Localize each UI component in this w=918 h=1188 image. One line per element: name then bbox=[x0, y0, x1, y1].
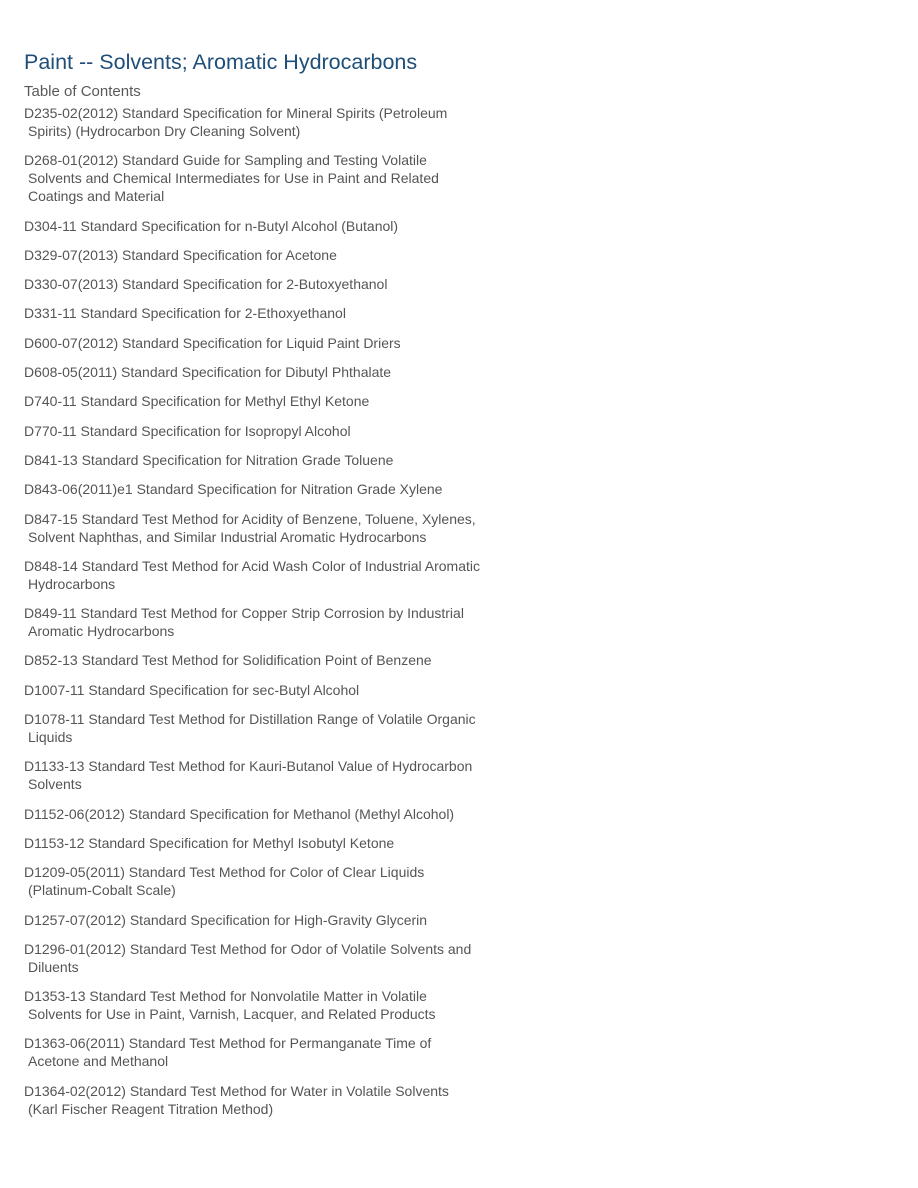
toc-entry-text: D1209-05(2011) Standard Test Method for Color of Clear Liquids bbox=[24, 864, 425, 881]
toc-entry-text: D1364-02(2012) Standard Test Method for Water in Volatile Solvents bbox=[24, 1082, 449, 1099]
toc-entry-text: D1078-11 Standard Test Method for Distillation Range of Volatile Organic bbox=[24, 711, 476, 728]
toc-entry[interactable] bbox=[24, 757, 524, 793]
toc-entry-continuation: (Platinum-Cobalt Scale) bbox=[28, 882, 176, 899]
toc-entry-text: D852-13 Standard Test Method for Solidification Point of Benzene bbox=[24, 652, 432, 669]
toc-entry-continuation: Solvents bbox=[28, 776, 82, 793]
toc-entry-text: D770-11 Standard Specification for Isopropyl Alcohol bbox=[24, 422, 351, 439]
toc-entry-text: D600-07(2012) Standard Specification for Liquid Paint Driers bbox=[24, 334, 401, 351]
toc-entry[interactable] bbox=[24, 151, 524, 205]
toc-entry-text: D268-01(2012) Standard Guide for Sampling and Testing Volatile bbox=[24, 152, 427, 169]
toc-entry-text: D849-11 Standard Test Method for Copper Strip Corrosion by Industrial bbox=[24, 605, 464, 622]
toc-entry-text: D1257-07(2012) Standard Specification for High-Gravity Glycerin bbox=[24, 911, 428, 928]
toc-entry-text: D1152-06(2012) Standard Specification for Methanol (Methyl Alcohol) bbox=[24, 805, 455, 822]
toc-entry-continuation: Acetone and Methanol bbox=[28, 1053, 169, 1070]
toc-entry-text: D843-06(2011)e1 Standard Specification for Nitration Grade Xylene bbox=[24, 481, 443, 498]
toc-entry[interactable] bbox=[24, 940, 524, 976]
toc-entry-text: D1153-12 Standard Specification for Methyl Isobutyl Ketone bbox=[24, 834, 395, 851]
toc-entry[interactable] bbox=[24, 1082, 524, 1118]
toc-entry[interactable] bbox=[24, 987, 524, 1023]
toc-entry[interactable] bbox=[24, 451, 524, 469]
toc-entry[interactable] bbox=[24, 422, 524, 440]
toc-entry[interactable] bbox=[24, 304, 524, 322]
toc-entry-text: D608-05(2011) Standard Specification for Dibutyl Phthalate bbox=[24, 364, 392, 381]
toc-entry-text: D848-14 Standard Test Method for Acid Wash Color of Industrial Aromatic bbox=[24, 557, 481, 574]
toc-entry-text: D1133-13 Standard Test Method for Kauri-Butanol Value of Hydrocarbon bbox=[24, 758, 473, 775]
toc-entry[interactable] bbox=[24, 1034, 524, 1070]
document-page bbox=[24, 48, 524, 1129]
toc-entry[interactable] bbox=[24, 863, 524, 899]
toc-entry-continuation: Aromatic Hydrocarbons bbox=[28, 623, 175, 640]
toc-list bbox=[24, 104, 524, 1118]
toc-entry-text: D1363-06(2011) Standard Test Method for Permanganate Time of bbox=[24, 1035, 432, 1052]
toc-entry-continuation: Diluents bbox=[28, 958, 79, 975]
toc-entry-text: D847-15 Standard Test Method for Acidity of Benzene, Toluene, Xylenes, bbox=[24, 510, 476, 527]
toc-entry-text: D235-02(2012) Standard Specification for Mineral Spirits (Petroleum bbox=[24, 105, 448, 121]
toc-entry[interactable] bbox=[24, 681, 524, 699]
toc-entry-text: D331-11 Standard Specification for 2-Ethoxyethanol bbox=[24, 305, 346, 322]
toc-entry[interactable] bbox=[24, 217, 524, 235]
toc-entry-text: D329-07(2013) Standard Specification for Acetone bbox=[24, 246, 337, 263]
toc-heading: Table of Contents bbox=[24, 83, 141, 100]
toc-entry-continuation: Liquids bbox=[28, 729, 73, 746]
toc-entry[interactable] bbox=[24, 651, 524, 669]
toc-entry[interactable] bbox=[24, 510, 524, 546]
toc-entry-continuation: Solvents and Chemical Intermediates for Use in Paint and Related bbox=[28, 170, 439, 187]
toc-entry-continuation: Spirits) (Hydrocarbon Dry Cleaning Solvent) bbox=[28, 123, 301, 139]
toc-entry-continuation: Hydrocarbons bbox=[28, 575, 116, 592]
toc-entry[interactable] bbox=[24, 911, 524, 929]
document-title: Paint -- Solvents; Aromatic Hydrocarbons bbox=[24, 50, 418, 74]
toc-entry[interactable] bbox=[24, 275, 524, 293]
toc-entry-continuation: Solvents for Use in Paint, Varnish, Lacquer, and Related Products bbox=[28, 1006, 436, 1023]
toc-entry[interactable] bbox=[24, 557, 524, 593]
toc-entry-continuation: (Karl Fischer Reagent Titration Method) bbox=[28, 1100, 274, 1117]
toc-entry-text: D841-13 Standard Specification for Nitration Grade Toluene bbox=[24, 451, 394, 468]
toc-entry-continuation: Solvent Naphthas, and Similar Industrial Aromatic Hydrocarbons bbox=[28, 528, 427, 545]
toc-entry-text: D1007-11 Standard Specification for sec-Butyl Alcohol bbox=[24, 681, 360, 698]
toc-entry-text: D304-11 Standard Specification for n-Butyl Alcohol (Butanol) bbox=[24, 217, 399, 234]
toc-entry-text: D330-07(2013) Standard Specification for 2-Butoxyethanol bbox=[24, 276, 388, 293]
toc-entry[interactable] bbox=[24, 710, 524, 746]
toc-entry[interactable] bbox=[24, 834, 524, 852]
toc-entry-continuation: Coatings and Material bbox=[28, 188, 165, 205]
toc-entry[interactable] bbox=[24, 334, 524, 352]
toc-entry[interactable] bbox=[24, 363, 524, 381]
toc-entry[interactable] bbox=[24, 246, 524, 264]
toc-entry[interactable] bbox=[24, 604, 524, 640]
toc-entry-text: D1296-01(2012) Standard Test Method for Odor of Volatile Solvents and bbox=[24, 940, 472, 957]
toc-entry[interactable] bbox=[24, 480, 524, 498]
toc-entry-text: D740-11 Standard Specification for Methyl Ethyl Ketone bbox=[24, 393, 370, 410]
toc-entry[interactable] bbox=[24, 104, 524, 140]
toc-entry[interactable] bbox=[24, 805, 524, 823]
toc-entry[interactable] bbox=[24, 392, 524, 410]
toc-entry-text: D1353-13 Standard Test Method for Nonvolatile Matter in Volatile bbox=[24, 988, 427, 1005]
